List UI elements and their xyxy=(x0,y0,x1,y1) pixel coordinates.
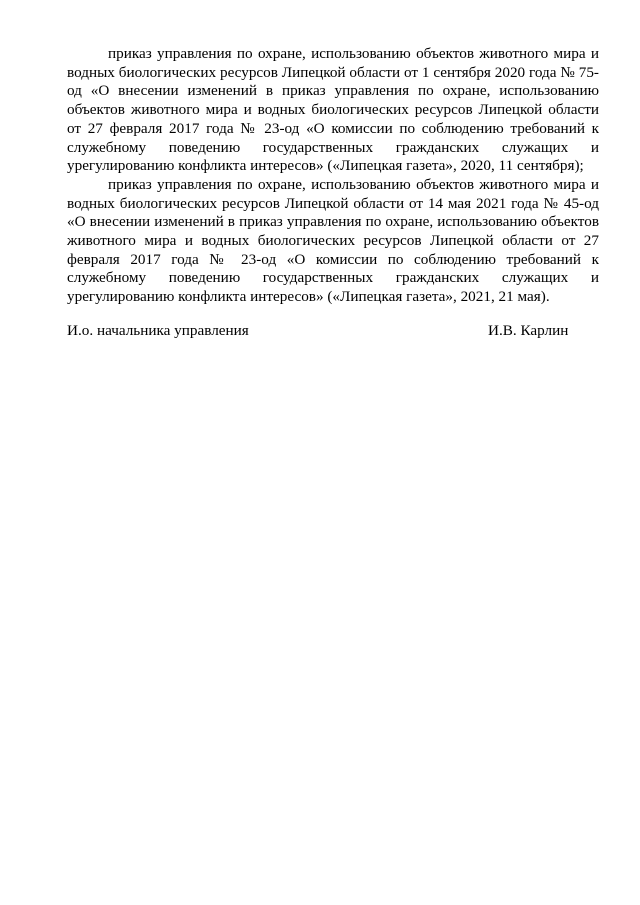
order-paragraph-1: приказ управления по охране, использованию объектов животного мира и водных биологических ресурсов Липецкой области от 1 сентября 2020 года № 75-од «О внесении изменений в приказ управления по охране, использованию объектов животного мира и водных биологических ресурсов Липецкой области от 27 февраля 2017 года № 23-од «О комиссии по соблюдению требований к служебному поведению государственных гражданских служащих и урегулированию конфликта интересов» («Липецкая газета», 2020, 11 сентября); xyxy=(67,45,599,175)
signature-block xyxy=(67,322,599,342)
document-body xyxy=(67,45,599,307)
signatory-position: И.о. начальника управления xyxy=(67,322,249,339)
signatory-name: И.В. Карлин xyxy=(488,322,569,339)
order-paragraph-2: приказ управления по охране, использованию объектов животного мира и водных биологических ресурсов Липецкой области от 14 мая 2021 года № 45-од «О внесении изменений в приказ управления по охране, использованию объектов животного мира и водных биологических ресурсов Липецкой области от 27 февраля 2017 года № 23-од «О комиссии по соблюдению требований к служебному поведению государственных гражданских служащих и урегулированию конфликта интересов» («Липецкая газета», 2021, 21 мая). xyxy=(67,175,599,306)
